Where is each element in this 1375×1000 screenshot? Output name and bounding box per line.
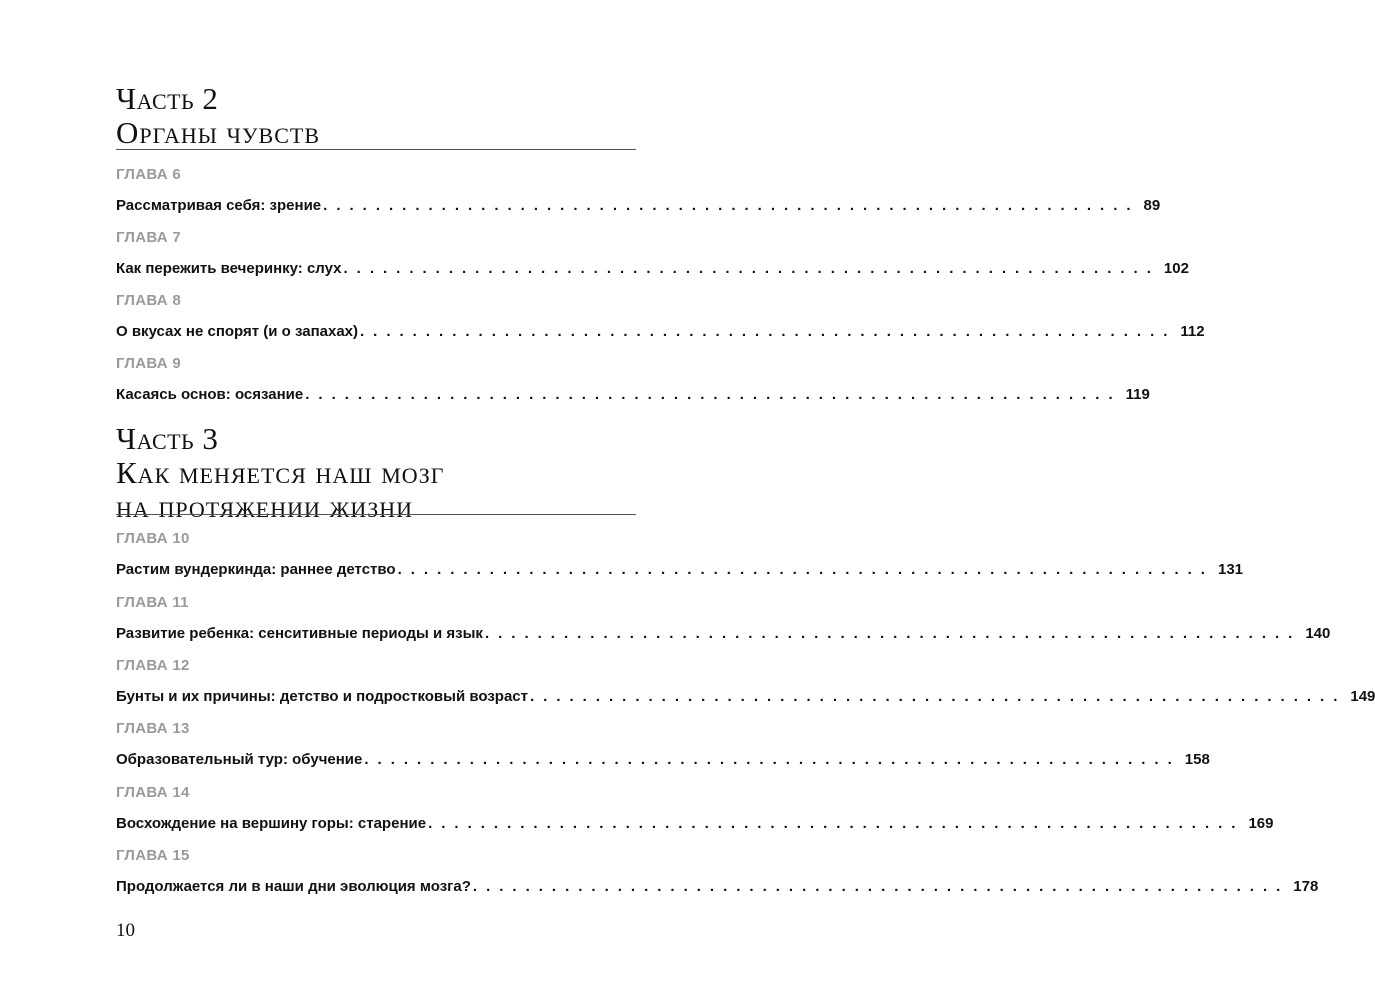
toc-entry[interactable] xyxy=(116,782,1274,834)
chapter-title: Развитие ребенка: сенситивные периоды и язык xyxy=(116,625,483,642)
chapter-title: Продолжается ли в наши дни эволюция мозга? xyxy=(116,878,471,895)
page-number: 178 xyxy=(1293,878,1319,895)
chapter-title: Касаясь основ: осязание xyxy=(116,386,304,403)
chapter-title: Растим вундеркинда: раннее детство xyxy=(116,561,396,578)
dot-leader: .............................................................. xyxy=(360,323,1177,340)
dot-leader: .............................................................. xyxy=(428,815,1245,832)
page-number: 89 xyxy=(1143,197,1161,214)
page-folio: 10 xyxy=(116,920,135,941)
chapter-title: Как пережить вечеринку: слух xyxy=(116,260,342,277)
dot-leader: .............................................................. xyxy=(484,625,1302,642)
dot-leader: .............................................................. xyxy=(397,561,1214,578)
page-number: 158 xyxy=(1184,751,1210,768)
toc-entry[interactable] xyxy=(116,592,1331,644)
chapter-title: Образовательный тур: обучение xyxy=(116,751,363,768)
chapter-title: Восхождение на вершину горы: старение xyxy=(116,815,427,832)
dot-leader: .............................................................. xyxy=(529,688,1347,705)
part-label: Часть 2 xyxy=(116,81,219,116)
part-title: Органы чувств xyxy=(116,115,320,150)
part-label: Часть 3 xyxy=(116,421,219,456)
toc-entry[interactable] xyxy=(116,528,1244,580)
dot-leader: .............................................................. xyxy=(343,260,1160,277)
chapter-label: ГЛАВА 14 xyxy=(116,784,190,801)
part-divider xyxy=(116,514,636,515)
dot-leader: .............................................................. xyxy=(323,197,1140,214)
dot-leader: .............................................................. xyxy=(364,751,1181,768)
dot-leader: .............................................................. xyxy=(305,386,1122,403)
chapter-label: ГЛАВА 12 xyxy=(116,657,190,674)
page-number: 140 xyxy=(1305,625,1331,642)
page-number: 169 xyxy=(1248,815,1274,832)
page-number: 102 xyxy=(1163,260,1189,277)
page-number: 131 xyxy=(1217,561,1244,578)
toc-entry[interactable] xyxy=(116,353,1150,405)
part-3-header xyxy=(116,422,636,524)
page-number: 149 xyxy=(1350,688,1375,705)
part-2-header xyxy=(116,82,636,150)
toc-entry[interactable] xyxy=(116,227,1189,279)
chapter-label: ГЛАВА 10 xyxy=(116,530,190,547)
page-number: 112 xyxy=(1180,323,1205,340)
toc-entry[interactable] xyxy=(116,290,1205,342)
chapter-label: ГЛАВА 11 xyxy=(116,594,189,611)
toc-entry[interactable] xyxy=(116,845,1319,897)
chapter-label: ГЛАВА 7 xyxy=(116,229,182,246)
chapter-label: ГЛАВА 15 xyxy=(116,847,190,864)
chapter-label: ГЛАВА 9 xyxy=(116,355,182,372)
part-divider xyxy=(116,149,636,150)
page-number: 119 xyxy=(1125,386,1150,403)
dot-leader: .............................................................. xyxy=(472,878,1290,895)
chapter-title: Рассматривая себя: зрение xyxy=(116,197,322,214)
toc-entry[interactable] xyxy=(116,655,1375,707)
toc-entry[interactable] xyxy=(116,718,1210,770)
toc-entry[interactable] xyxy=(116,164,1161,216)
chapter-label: ГЛАВА 8 xyxy=(116,292,182,309)
toc-page xyxy=(116,0,1375,1000)
part-title: на протяжении жизни xyxy=(116,489,414,524)
chapter-label: ГЛАВА 6 xyxy=(116,166,182,183)
chapter-title: Бунты и их причины: детство и подростковый возраст xyxy=(116,688,528,705)
chapter-label: ГЛАВА 13 xyxy=(116,720,190,737)
chapter-title: О вкусах не спорят (и о запахах) xyxy=(116,323,359,340)
part-title: Как меняется наш мозг xyxy=(116,455,445,490)
